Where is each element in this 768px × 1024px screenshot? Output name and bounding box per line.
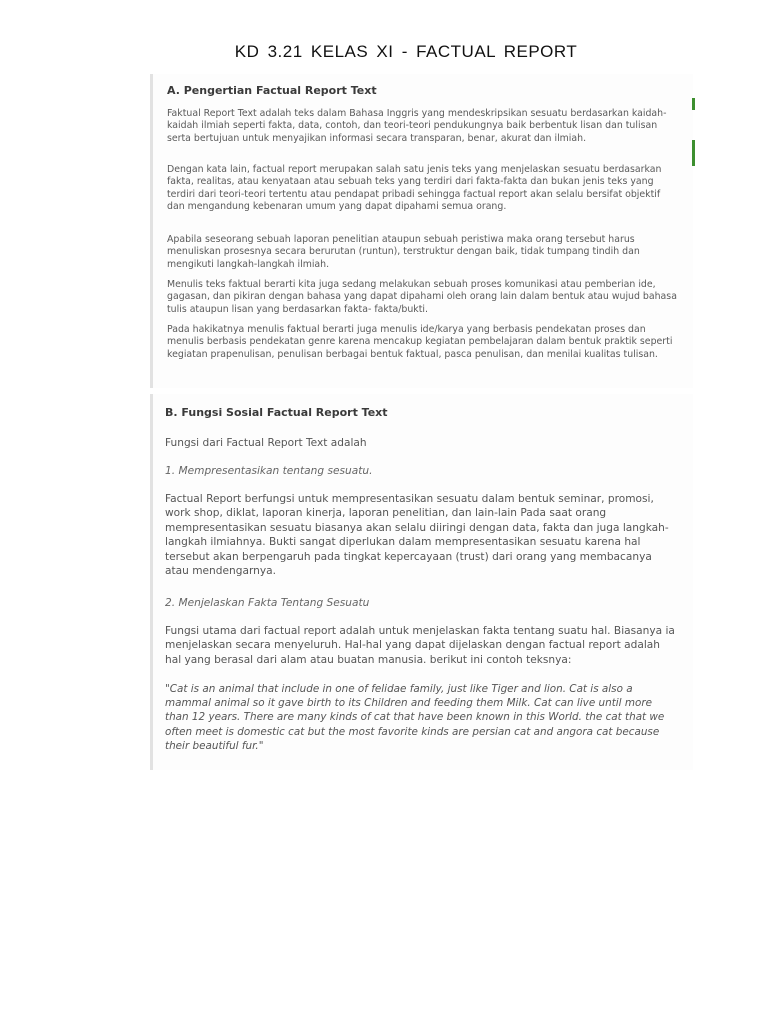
edge-accent-mark	[692, 140, 695, 166]
section-a-paragraph: Pada hakikatnya menulis faktual berarti juga menulis ide/karya yang berbasis pendekatan proses dan menulis berbasis pendekatan genre karena mencakup kegiatan pembelajaran dalam bentuk praktik seperti kegiatan prapenulisan, penulisan berbagai bentuk faktual, pasca penulisan, dan menilai kualitas tulisan.	[167, 324, 673, 360]
section-a-paragraph: Dengan kata lain, factual report merupakan salah satu jenis teks yang menjelaskan sesuatu berdasarkan fakta, realitas, atau kenyataan atau sebuah teks yang terdiri dari fakta-fakta dan bukan jenis teks yang terdiri dari teori-teori tertentu atau pendapat pribadi sehingga factual report akan selalu bersifat objektif dan mengandung kebenaran umum yang dapat dipahami semua orang.	[167, 164, 662, 213]
example-quote: "Cat is an animal that include in one of felidae family, just like Tiger and lion. Cat is also a mammal animal so it gave birth to its Children and feeding them Milk. Cat can live until more than 12 years. There are many kinds of cat that have been known in this World. the cat that we often meet is domestic cat but the most favorite kinds are persian cat and angora cat because their beautiful fur."	[165, 683, 665, 752]
section-b-intro: Fungsi dari Factual Report Text adalah	[165, 437, 367, 449]
section-a-paragraph: Apabila seseorang sebuah laporan penelitian ataupun sebuah peristiwa maka orang tersebut harus menuliskan prosesnya secara berurutan (runtun), terstruktur dengan baik, tidak tumpang tindih dan mengikuti langkah-langkah ilmiah.	[167, 234, 640, 270]
section-a-paragraph: Faktual Report Text adalah teks dalam Bahasa Inggris yang mendeskripsikan sesuatu berdasarkan kaidah-kaidah ilmiah seperti fakta, data, contoh, dan teori-teori pendukungnya baik berbentuk lisan dan tulisan serta bertujuan untuk menyajikan informasi secara transparan, benar, akurat dan ilmiah.	[167, 108, 667, 144]
section-b-panel	[150, 394, 693, 770]
section-b-subheading-1: 1. Mempresentasikan tentang sesuatu.	[165, 465, 373, 477]
document-title: KD 3.21 KELAS XI - FACTUAL REPORT	[234, 42, 578, 61]
edge-accent-mark	[692, 98, 695, 110]
section-b-paragraph-1: Factual Report berfungsi untuk mempresentasikan sesuatu dalam bentuk seminar, promosi, work shop, diklat, laporan kinerja, laporan penelitian, dan lain-lain Pada saat orang mempresentasikan sesuatu biasanya akan selalu diiringi dengan data, fakta dan juga langkah-langkah ilmiahnya. Bukti sangat diperlukan dalam mempresentasikan sesuatu karena hal tersebut akan berpengaruh pada tingkat kepercayaan (trust) dari orang yang membacanya atau mendengarnya.	[165, 493, 669, 578]
section-a-heading: A. Pengertian Factual Report Text	[167, 84, 377, 97]
section-b-paragraph-2: Fungsi utama dari factual report adalah untuk menjelaskan fakta tentang suatu hal. Biasanya ia menjelaskan secara menyeluruh. Hal-hal yang dapat dijelaskan dengan factual report adalah hal yang berasal dari alam atau buatan manusia. berikut ini contoh teksnya:	[165, 625, 675, 666]
section-a-paragraph: Menulis teks faktual berarti kita juga sedang melakukan sebuah proses komunikasi atau pemberian ide, gagasan, dan pikiran dengan bahasa yang dapat dipahami oleh orang lain dalam bentuk atau wujud bahasa tulis ataupun lisan yang berdasarkan fakta- fakta/bukti.	[167, 279, 677, 315]
section-a-panel	[150, 74, 693, 388]
section-b-heading: B. Fungsi Sosial Factual Report Text	[165, 406, 388, 419]
section-b-subheading-2: 2. Menjelaskan Fakta Tentang Sesuatu	[165, 597, 370, 609]
